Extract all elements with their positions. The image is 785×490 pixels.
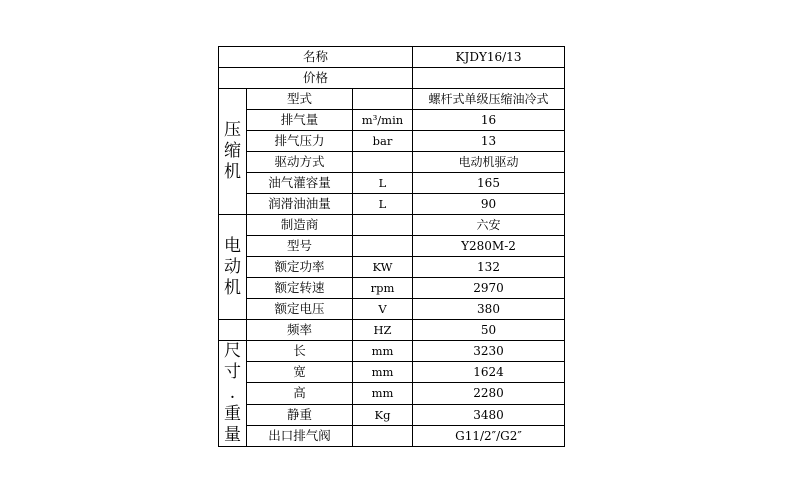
row-value: G11/2″/G2″: [413, 425, 565, 446]
group-label-motor: 电 动 机: [219, 215, 247, 320]
row-value: 132: [413, 257, 565, 278]
row-value: 16: [413, 110, 565, 131]
row-value: 六安: [413, 215, 565, 236]
table-row: [219, 257, 565, 278]
table-row: [219, 194, 565, 215]
row-label: 排气压力: [247, 131, 353, 152]
name-label: 名称: [219, 47, 413, 68]
price-value: [413, 68, 565, 89]
row-unit: [353, 425, 413, 446]
row-value: 380: [413, 299, 565, 320]
row-unit: [353, 152, 413, 173]
row-value: 3230: [413, 341, 565, 362]
table-row: [219, 341, 565, 362]
group-label-dimensions: 尺 寸 . 重 量: [219, 341, 247, 447]
table-row: [219, 110, 565, 131]
table-row: [219, 215, 565, 236]
group-label-compressor: 压 缩 机: [219, 89, 247, 215]
row-unit: HZ: [353, 320, 413, 341]
row-value: 50: [413, 320, 565, 341]
row-label: 油气灌容量: [247, 173, 353, 194]
row-label: 静重: [247, 404, 353, 425]
row-label: 额定电压: [247, 299, 353, 320]
row-label: 型号: [247, 236, 353, 257]
table-row: [219, 278, 565, 299]
row-label: 额定功率: [247, 257, 353, 278]
row-value: 螺杆式单级压缩油冷式: [413, 89, 565, 110]
row-label: 宽: [247, 362, 353, 383]
row-unit: m³/min: [353, 110, 413, 131]
row-unit: L: [353, 194, 413, 215]
row-unit: rpm: [353, 278, 413, 299]
row-value: 电动机驱动: [413, 152, 565, 173]
table-row: [219, 299, 565, 320]
row-label: 排气量: [247, 110, 353, 131]
table-row: [219, 236, 565, 257]
row-value: 1624: [413, 362, 565, 383]
row-value: 2970: [413, 278, 565, 299]
row-unit: mm: [353, 383, 413, 404]
row-label: 长: [247, 341, 353, 362]
row-unit: L: [353, 173, 413, 194]
row-label: 润滑油油量: [247, 194, 353, 215]
row-value: 2280: [413, 383, 565, 404]
spec-table: [218, 46, 565, 447]
row-label: 制造商: [247, 215, 353, 236]
table-row: [219, 320, 565, 341]
row-unit: mm: [353, 362, 413, 383]
table-row: [219, 383, 565, 404]
table-row: [219, 173, 565, 194]
row-value: 90: [413, 194, 565, 215]
row-value: 13: [413, 131, 565, 152]
table-row: [219, 47, 565, 68]
table-row: [219, 425, 565, 446]
row-unit: KW: [353, 257, 413, 278]
row-label: 出口排气阀: [247, 425, 353, 446]
row-label: 驱动方式: [247, 152, 353, 173]
row-value: 3480: [413, 404, 565, 425]
row-unit: [353, 215, 413, 236]
empty-group-cell: [219, 320, 247, 341]
row-label: 型式: [247, 89, 353, 110]
table-row: [219, 131, 565, 152]
row-unit: [353, 89, 413, 110]
table-row: [219, 89, 565, 110]
row-value: 165: [413, 173, 565, 194]
row-unit: mm: [353, 341, 413, 362]
table-row: [219, 404, 565, 425]
table-row: [219, 152, 565, 173]
table-row: [219, 68, 565, 89]
row-label: 高: [247, 383, 353, 404]
row-unit: Kg: [353, 404, 413, 425]
model-value: KJDY16/13: [413, 47, 565, 68]
row-label: 额定转速: [247, 278, 353, 299]
price-label: 价格: [219, 68, 413, 89]
row-label: 频率: [247, 320, 353, 341]
row-unit: [353, 236, 413, 257]
table-row: [219, 362, 565, 383]
row-unit: V: [353, 299, 413, 320]
row-value: Y280M-2: [413, 236, 565, 257]
row-unit: bar: [353, 131, 413, 152]
